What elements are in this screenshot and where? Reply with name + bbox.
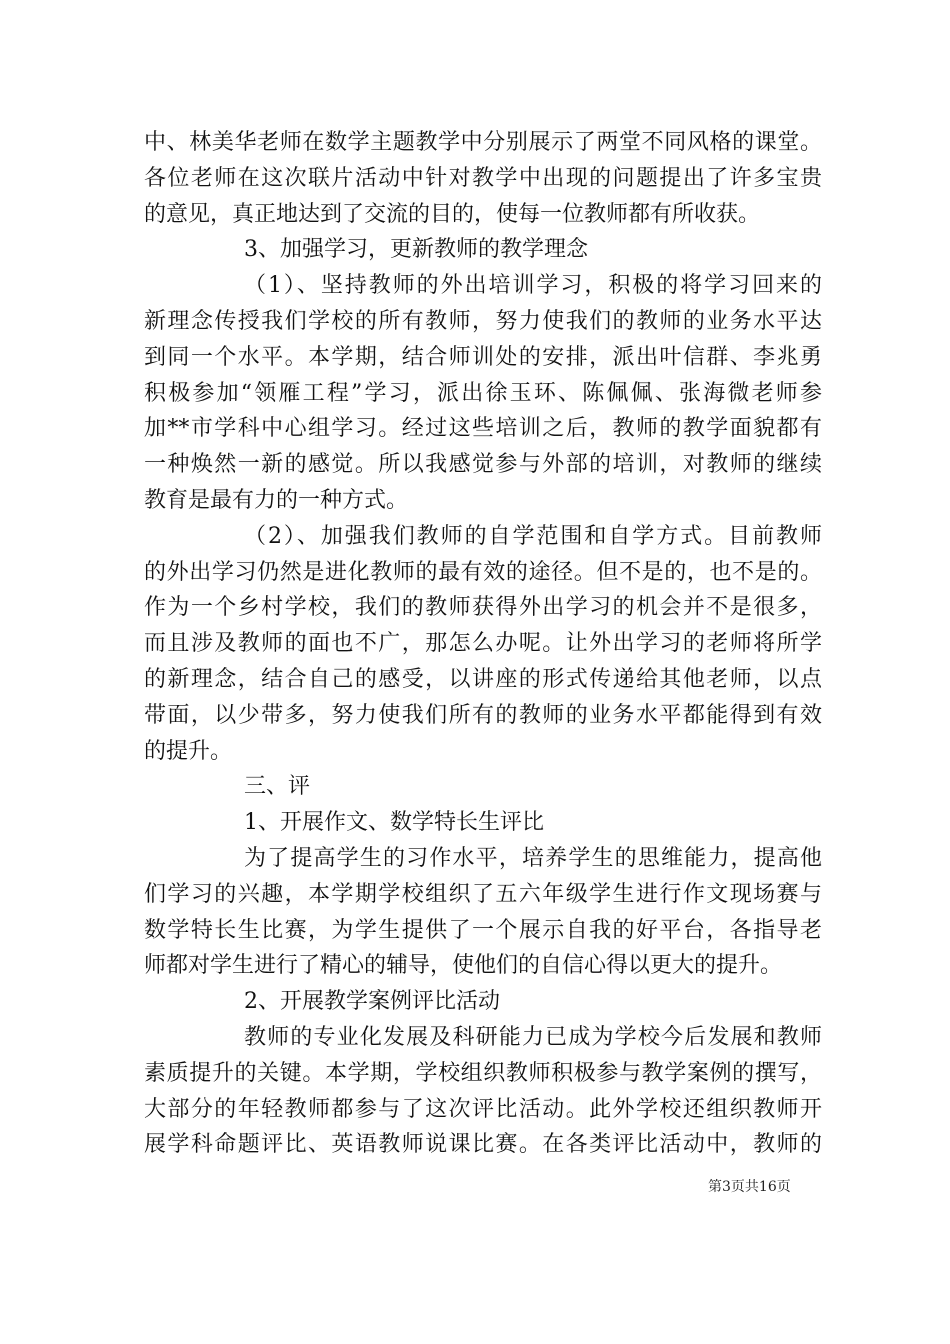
section-heading	[144, 232, 822, 268]
paragraph	[144, 841, 822, 984]
text-line: 而且涉及教师的面也不广，那怎么办呢。让外出学习的老师将所学	[144, 631, 822, 657]
paragraph	[144, 125, 822, 232]
text-line: 教师的专业化发展及科研能力已成为学校今后发展和教师	[244, 1024, 822, 1050]
text-line: 三、评	[244, 774, 311, 800]
text-line: 带面，以少带多，努力使我们所有的教师的业务水平都能得到有效	[144, 702, 822, 728]
document-body	[144, 125, 822, 1163]
text-line: 各位老师在这次联片活动中针对教学中出现的问题提出了许多宝贵	[144, 165, 822, 191]
text-line: 师都对学生进行了精心的辅导，使他们的自信心得以更大的提升。	[144, 953, 783, 979]
text-line: （1）、坚持教师的外出培训学习，积极的将学习回来的	[244, 273, 822, 299]
paragraph	[144, 268, 822, 519]
text-line: 的意见，真正地达到了交流的目的，使每一位教师都有所收获。	[144, 201, 761, 227]
text-line: 的外出学习仍然是进化教师的最有效的途径。但不是的，也不是的。	[144, 559, 822, 585]
text-line: 教育是最有力的一种方式。	[144, 487, 409, 513]
text-line: 加**市学科中心组学习。经过这些培训之后，教师的教学面貌都有	[144, 416, 822, 442]
text-line: 一种焕然一新的感觉。所以我感觉参与外部的培训，对教师的继续	[144, 452, 822, 478]
text-line: 素质提升的关键。本学期，学校组织教师积极参与教学案例的撰写，	[144, 1060, 822, 1086]
text-line: 的提升。	[144, 738, 233, 764]
text-line: 1、开展作文、数学特长生评比	[244, 810, 544, 836]
text-line: 展学科命题评比、英语教师说课比赛。在各类评比活动中，教师的	[144, 1132, 822, 1158]
section-heading	[144, 984, 822, 1020]
text-line: 们学习的兴趣，本学期学校组织了五六年级学生进行作文现场赛与	[144, 881, 822, 907]
text-line: 新理念传授我们学校的所有教师，努力使我们的教师的业务水平达	[144, 308, 822, 334]
text-line: 作为一个乡村学校，我们的教师获得外出学习的机会并不是很多，	[144, 595, 822, 621]
text-line: 积极参加“领雁工程”学习，派出徐玉环、陈佩佩、张海微老师参	[144, 380, 822, 406]
text-line: 的新理念，结合自己的感受，以讲座的形式传递给其他老师，以点	[144, 666, 822, 692]
section-heading	[144, 805, 822, 841]
text-line: 2、开展教学案例评比活动	[244, 989, 500, 1015]
paragraph	[144, 519, 822, 770]
paragraph	[144, 1020, 822, 1163]
text-line: 大部分的年轻教师都参与了这次评比活动。此外学校还组织教师开	[144, 1096, 822, 1122]
section-heading	[144, 769, 822, 805]
text-line: 3、加强学习，更新教师的教学理念	[244, 237, 588, 263]
text-line: 数学特长生比赛，为学生提供了一个展示自我的好平台，各指导老	[144, 917, 822, 943]
text-line: 中、林美华老师在数学主题教学中分别展示了两堂不同风格的课堂。	[144, 130, 822, 155]
page-number-footer: 第3页共16页	[708, 1179, 791, 1195]
text-line: （2）、加强我们教师的自学范围和自学方式。目前教师	[244, 523, 822, 549]
text-line: 为了提高学生的习作水平，培养学生的思维能力，提高他	[244, 845, 822, 871]
text-line: 到同一个水平。本学期，结合师训处的安排，派出叶信群、李兆勇	[144, 344, 822, 370]
